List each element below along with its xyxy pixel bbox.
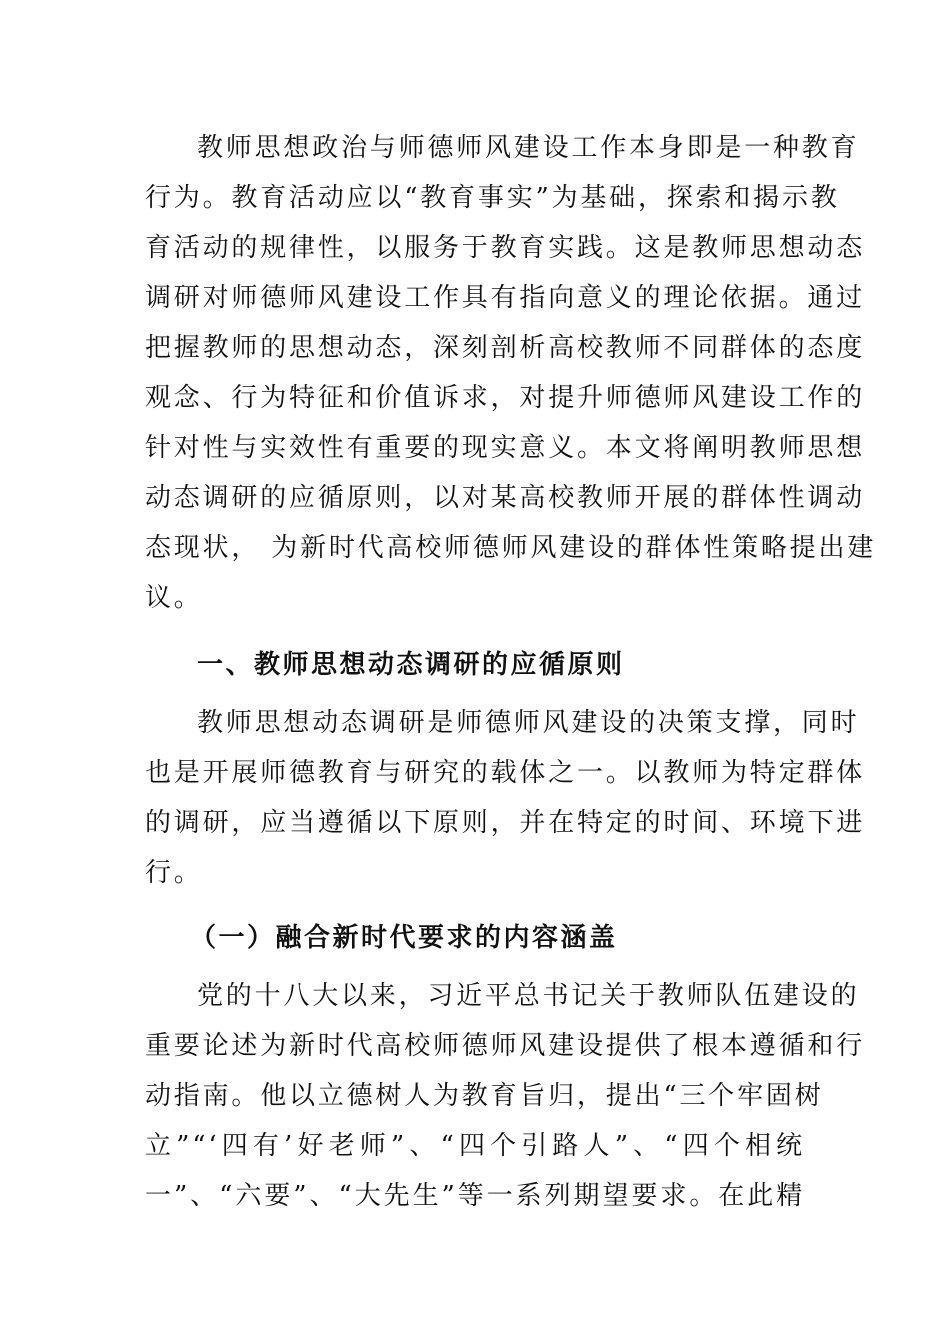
paragraph-line: 行为。教育活动应以“教育事实”为基础，探索和揭示教	[145, 183, 840, 213]
section-heading: 一、教师思想动态调研的应循原则	[197, 650, 625, 680]
paragraph-line: 的调研，应当遵循以下原则，并在特定的时间、环境下进	[145, 808, 866, 838]
paragraph-line: 把握教师的思想动态，深刻剖析高校教师不同群体的态度	[145, 333, 866, 363]
subsection-heading: （一）融合新时代要求的内容涵盖	[190, 923, 618, 953]
paragraph-line: 针对性与实效性有重要的现实意义。本文将阐明教师思想	[145, 433, 866, 463]
paragraph-line: 党的十八大以来，习近平总书记关于教师队伍建设的	[197, 981, 860, 1011]
paragraph-line: 教师思想动态调研是师德师风建设的决策支撑，同时	[197, 708, 860, 738]
paragraph-line: 也是开展师德教育与研究的载体之一。以教师为特定群体	[145, 758, 866, 788]
paragraph-line: 一”、“六要”、“大先生”等一系列期望要求。在此精	[145, 1181, 805, 1211]
paragraph-line: 调研对师德师风建设工作具有指向意义的理论依据。通过	[145, 283, 866, 313]
paragraph-line: 教师思想政治与师德师风建设工作本身即是一种教育	[197, 133, 860, 163]
paragraph-line: 态现状， 为新时代高校师德师风建设的群体性策略提出建	[145, 533, 877, 563]
paragraph-line: 育活动的规律性，以服务于教育实践。这是教师思想动态	[145, 233, 866, 263]
paragraph-line: 立”“‘四有’好老师”、“四个引路人”、“四个相统	[145, 1131, 805, 1161]
paragraph-line: 重要论述为新时代高校师德师风建设提供了根本遵循和行	[145, 1031, 866, 1061]
paragraph-line: 议。	[145, 583, 203, 613]
paragraph-line: 行。	[145, 858, 203, 888]
paragraph-line: 动态调研的应循原则，以对某高校教师开展的群体性调动	[145, 483, 866, 513]
paragraph-line: 动指南。他以立德树人为教育旨归，提出“三个牢固树	[145, 1081, 824, 1111]
paragraph-line: 观念、行为特征和价值诉求，对提升师德师风建设工作的	[145, 383, 866, 413]
